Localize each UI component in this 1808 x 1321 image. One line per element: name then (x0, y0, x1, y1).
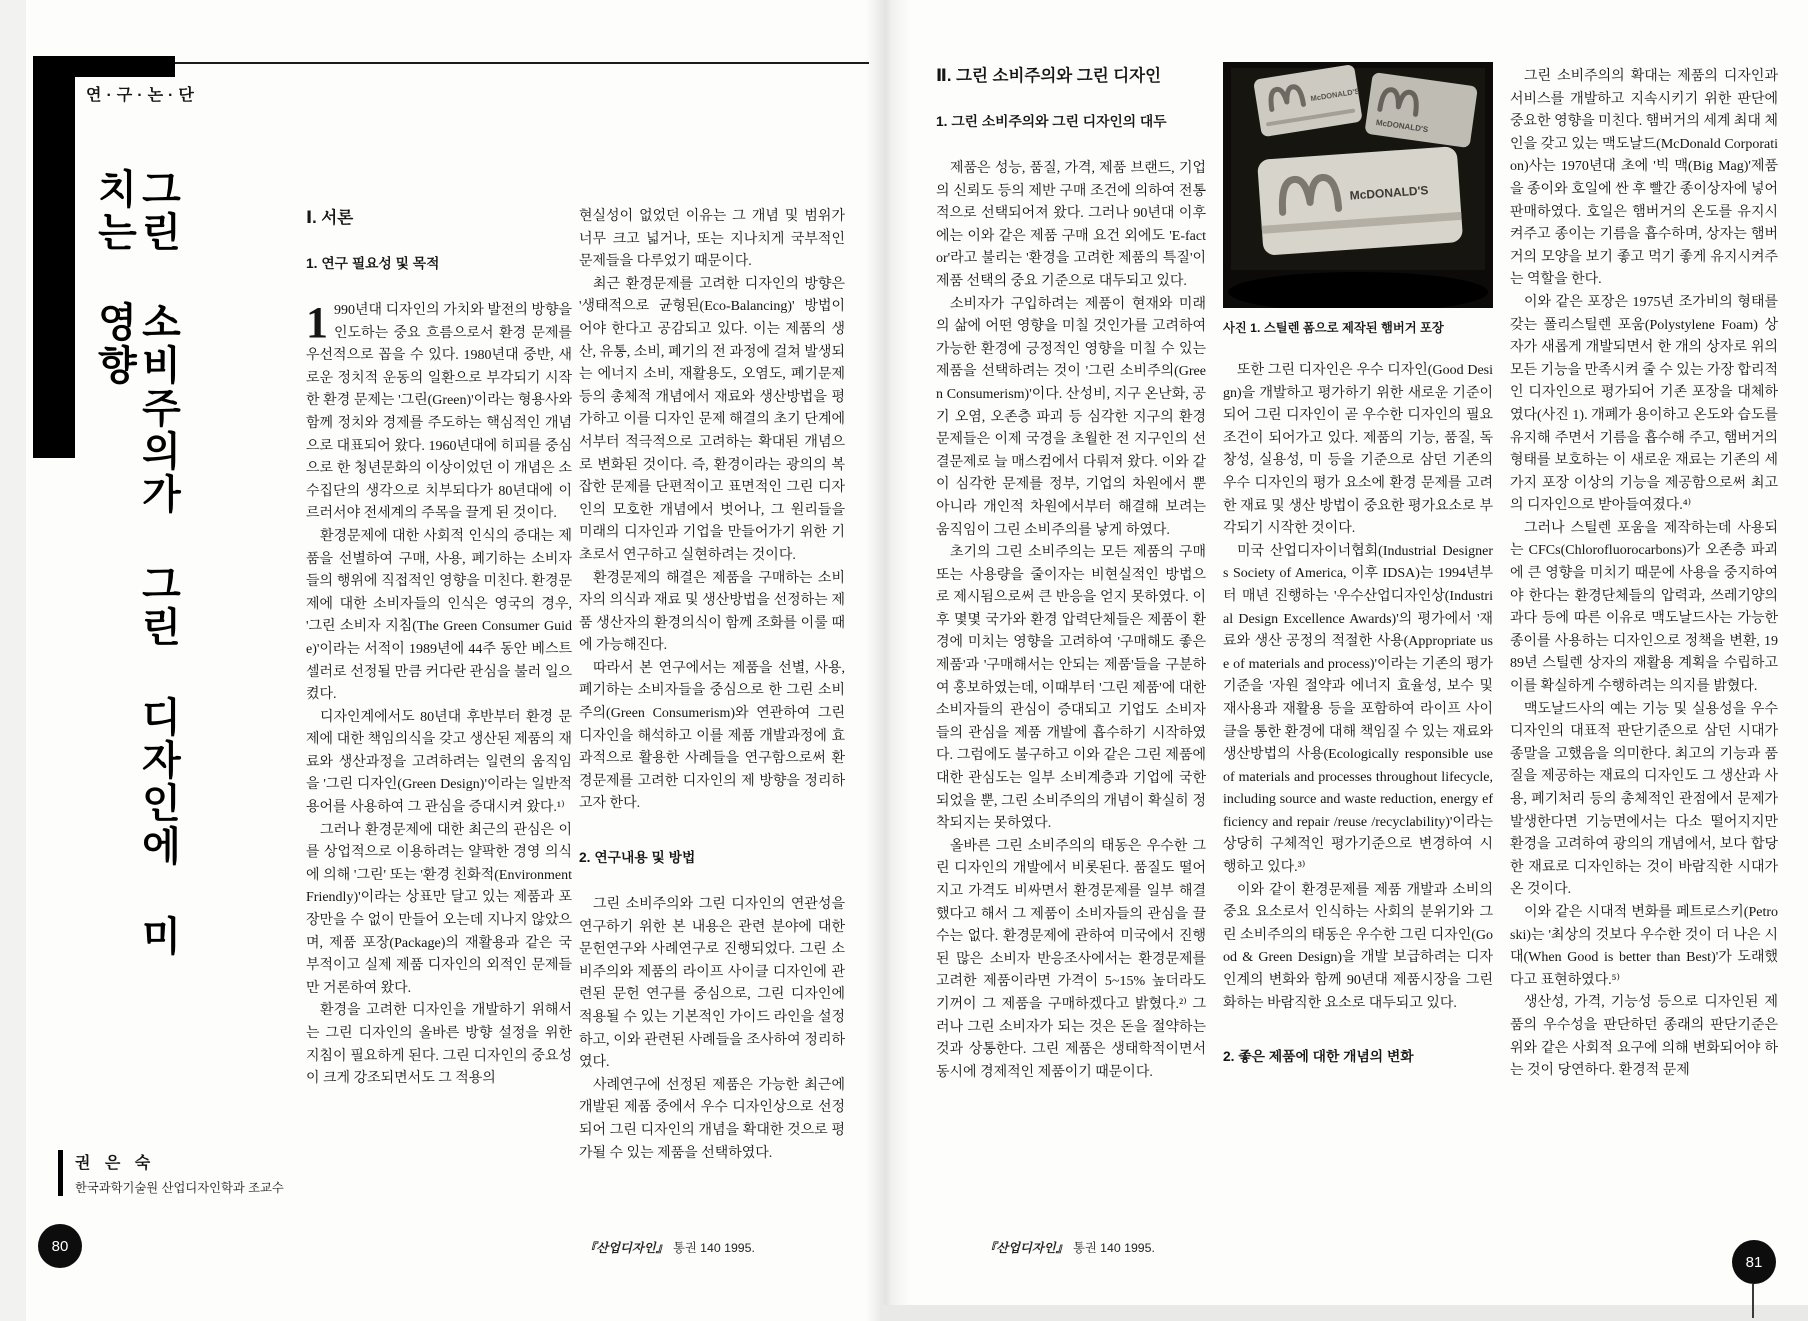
journal-issue: 통권 140 1995. (673, 1241, 755, 1255)
author-name: 권 은 숙 (75, 1155, 156, 1172)
photo-caption: 사진 1. 스틸렌 폼으로 제작된 햄버거 포장 (1223, 321, 1444, 335)
drop-cap: 1 (306, 298, 328, 347)
page-number-rule (1752, 1284, 1754, 1318)
paragraph: 그린 소비주의와 그린 디자인의 연관성을 연구하기 위한 본 내용은 관련 분야에 대한 문헌연구와 사례연구로 진행되었다. 그린 소비주의와 제품의 라이프 사이클 디자인에 관련된 문헌 연구를 중심으로, 그린 디자인에 적용될 수 있는 기본적인 가이드 라인을 설정하고, 이와 관련된 사례들을 조사하여 정리하였다. (579, 897, 845, 1071)
brand-label: McDONALD'S (1349, 183, 1429, 203)
journal-title: 『산업디자인』 (984, 1241, 1068, 1255)
left-column-2 (579, 206, 845, 1165)
right-column-2-body (1223, 360, 1493, 1065)
paragraph: 미국 산업디자이너협회(Industrial Designers Society of America, 이후 IDSA)는 1994년부터 매년 진행하는 '우수산업디자인상(Industrial Design Excellence Awards)'의 평가에서 '재료와 생산 공정의 적절한 사용(Appropriate use of materials and process)'이라는 기존의 평가기준을 '자원 절약과 에너지 효율성, 보수 및 재사용과 재활용 등을 포함하여 라이프 사이클을 통한 환경에 대해 책임질 수 있는 재료와 생산방법의 사용(Ecologically responsible use of materials and processes throughout lifecycle, including source and waste reduction, energy efficiency and repair /reuse /recyclability)'이라는 상당히 구체적인 평가기준으로 변경하여 시행하고 있다.³⁾ (1223, 543, 1493, 876)
footer-left (584, 1238, 755, 1256)
paragraph: 현실성이 없었던 이유는 그 개념 및 범위가 너무 크고 넓거나, 또는 지나치게 국부적인 문제들을 다루었기 때문이다. (579, 209, 845, 270)
rubric-label: 연·구·논·단 (86, 87, 199, 104)
paragraph: 맥도날드사의 예는 기능 및 실용성을 우수디자인의 대표적 판단기준으로 삼던 시대가 종말을 고했음을 의미한다. 최고의 기능과 품질을 제공하는 재료의 디자인도 그 생산과 사용, 폐기처리 등의 총체적인 관점에서 문제가 발생한다면 기능면에서는 다소 떨어지지만 환경을 고려하여 광의의 개념에서, 보다 합당한 재료로 디자인하는 것이 바람직한 시대가 온 것이다. (1510, 701, 1778, 898)
scan-edge-bottom (880, 1305, 1808, 1321)
author-affiliation: 한국과학기술원 산업디자인학과 조교수 (75, 1181, 284, 1195)
paragraph: 그린 소비주의의 확대는 제품의 디자인과 서비스를 개발하고 지속시키기 위한 판단에 중요한 영향을 미친다. 햄버거의 세계 최대 체인을 갖고 있는 맥도날드(McDonald Corporation)사는 1970년대 초에 '빅 맥(Big Mag)'제품을 종이와 호일에 싼 후 빨간 종이상자에 넣어 판매하였다. 호일은 햄버거의 온도를 유지시켜주고 종이는 기름을 흡수하며, 상자는 햄버거의 모양을 보기 좋고 먹기 좋게 유지시켜주는 역할을 한다. (1510, 69, 1778, 288)
page-number-right: 81 (1732, 1240, 1776, 1284)
right-column-3 (1510, 66, 1778, 1083)
section-heading-green: Ⅱ. 그린 소비주의와 그린 디자인 (936, 67, 1162, 85)
paragraph: 환경문제의 해결은 제품을 구매하는 소비자의 의식과 재료 및 생산방법을 선정하는 제품 생산자의 환경의식이 함께 조화를 이룰 때에 가능해진다. (579, 570, 845, 654)
paragraph: 그러나 환경문제에 대한 최근의 관심은 이를 상업적으로 이용하려는 얄팍한 경영 의식에 의해 '그린' 또는 '환경 친화적(Environment Friendly)'이라는 상표만 달고 있는 제품과 포장만을 수 없이 만들어 오는데 지나지 않았으며, 제품 포장(Package)의 재활용과 같은 국부적이고 실제 제품 디자인의 외적인 문제들만 거론하여 왔다. (306, 822, 572, 996)
paragraph: 제품은 성능, 품질, 가격, 제품 브랜드, 기업의 신뢰도 등의 제반 구매 조건에 의하여 전통적으로 선택되어져 왔다. 그러나 90년대 이후에는 이와 같은 제품 구매 요건 외에도 'E-factor'라고 불리는 '환경을 고려한 제품의 특질'이 제품 선택의 중요 기준으로 대두되고 있다. (936, 161, 1206, 289)
paragraph: 생산성, 가격, 기능성 등으로 디자인된 제품의 우수성을 판단하던 종래의 판단기준은 위와 같은 사회적 요구에 의해 변화되어야 하는 것이 당연하다. 환경적 문제 (1510, 995, 1778, 1079)
page-gutter (866, 0, 910, 1321)
corner-bar-vertical (33, 56, 75, 458)
right-column-1 (936, 62, 1206, 1084)
scan-edge-left (0, 0, 26, 1321)
footer-right (984, 1238, 1155, 1256)
subsection-heading-method: 2. 연구내용 및 방법 (579, 850, 696, 866)
paragraph (306, 300, 572, 526)
right-column-2 (1223, 62, 1493, 1065)
paragraph: 이와 같이 환경문제를 제품 개발과 소비의 중요 요소로서 인식하는 사회의 분위기와 그린 소비주의의 태동은 우수한 그린 디자인(Good & Green Design)을 개발 보급하려는 디자인계의 변화와 함께 90년대 제품시장을 그린화하는 바람직한 요소로 대두되고 있다. (1223, 882, 1493, 1011)
paragraph: 따라서 본 연구에서는 제품을 선별, 사용, 폐기하는 소비자들을 중심으로 한 그린 소비주의(Green Consumerism)와 연관하여 그린 디자인을 해석하고 이를 제품 개발과정에 효과적으로 활용한 사례들을 연구함으로써 환경문제를 고려한 디자인의 제 방향을 정리하고자 한다. (579, 660, 845, 812)
page-number-left: 80 (38, 1224, 82, 1268)
paragraph: 이와 같은 시대적 변화를 페트로스키(Petroski)는 '최상의 것보다 우수한 것이 더 나은 시대(When Good is better than Best)'가 도래했다고 표현하였다.⁵⁾ (1510, 904, 1778, 988)
article-title: 그린 소비주의가 그린 디자인에 미치는 영향 (92, 168, 180, 958)
subsection-heading-purpose: 1. 연구 필요성 및 목적 (306, 256, 440, 271)
paragraph: 올바른 그린 소비주의의 태동은 우수한 그린 디자인의 개발에서 비롯된다. 품질도 떨어지고 가격도 비싸면서 환경문제를 일부 해결했다고 해서 그 제품이 소비자들의 관심을 끌 수는 없다. 환경문제에 관하여 미국에서 진행된 많은 소비자 반응조사에서는 환경문제를 고려한 제품이라면 가격이 5~15% 높더라도 기꺼이 그 제품을 구매하겠다고 밝혔다.²⁾ 그러나 그린 소비자가 되는 것은 돈을 절약하는 것과 상통한다. 그린 제품은 생태학적이면서 동시에 경제적인 제품이기 때문이다. (936, 838, 1206, 1080)
brand-label: McDONALD'S (1375, 117, 1429, 135)
paragraph: 환경문제에 대한 사회적 인식의 증대는 제품을 선별하여 구매, 사용, 폐기하는 소비자들의 행위에 직접적인 영향을 미친다. 환경문제에 대한 소비자들의 인식은 영국의 경우, '그린 소비자 지침(The Green Consumer Guide)'이라는 서적이 1989년에 44주 동안 베스트셀러로 선정될 만큼 커다란 관심을 불러 일으켰다. (306, 528, 572, 703)
paragraph: 최근 환경문제를 고려한 디자인의 방향은 '생태적으로 균형된(Eco-Balancing)' 방법이어야 한다고 공감되고 있다. 이는 제품의 생산, 유통, 소비, 폐기의 전 과정에 걸쳐 발생되는 에너지 소비, 재활용도, 오염도, 폐기문제 등의 총체적 개념에서 재료와 생산방법을 평가하고 이를 디자인 문제 해결의 초기 단계에서부터 적극적으로 고려하는 확대된 개념으로 변화된 것이다. 즉, 환경이라는 광의의 복잡한 문제를 단편적이고 표면적인 그린 디자인의 모호한 개념에서 벗어나, 그 원리들을 미래의 디자인과 기업을 만들어가기 위한 기초로서 연구하고 실현하려는 것이다. (579, 276, 845, 563)
paragraph: 그러나 스틸렌 포움을 제작하는데 사용되는 CFCs(Chlorofluorocarbons)가 오존층 파괴에 큰 영향을 미치기 때문에 사용을 중지하여야 한다는 환경단체들의 압력과, 쓰레기양의 과다 등에 따른 이유로 맥도날드사는 가능한 종이를 사용하는 디자인으로 정책을 변환, 1989년 스틸렌 상자의 재활용 계획을 수립하고 이를 확실하게 수행하려는 의지를 밝혔다. (1510, 520, 1778, 695)
left-column-1 (306, 204, 572, 1091)
paragraph: 소비자가 구입하려는 제품이 현재와 미래의 삶에 어떤 영향을 미칠 것인가를 고려하여 가능한 환경에 긍정적인 영향을 미칠 수 있는 제품을 선택하려는 것이 '그린 소비주의(Green Consumerism)'이다. 산성비, 지구 온난화, 공기 오염, 오존층 파괴 등 심각한 지구의 환경문제들은 이제 국경을 초월한 전 지구인의 선결문제로 늘 매스컴에서 다뤄져 왔다. 이와 같이 심각한 문제를 정부, 기업의 차원에서 뿐 아니라 개인적 차원에서부터 해결해 보려는 움직임이 그린 소비주의를 낳게 하였다. (936, 296, 1206, 538)
section-heading-intro: Ⅰ. 서론 (306, 209, 354, 227)
paragraph: 이와 같은 포장은 1975년 조가비의 형태를 갖는 폴리스틸렌 포움(Polystylene Foam) 상자가 새롭게 개발되면서 한 개의 상자로 위의 모든 기능을 만족시켜 줄 수 있는 가장 합리적인 디자인으로 평가되어 기존 포장을 대체하였다(사진 1). 개폐가 용이하고 온도와 습도를 유지해 주면서 기름을 흡수해 주고, 햄버거의 형태를 보호하는 이 새로운 재료는 기존의 세 가지 포장 이상의 기능을 제공함으로써 최고의 디자인으로 받아들여졌다.⁴⁾ (1510, 294, 1778, 514)
paragraph: 초기의 그린 소비주의는 모든 제품의 구매 또는 사용량을 줄이자는 비현실적인 방법으로 제시됨으로써 큰 반응을 얻지 못하였다. 이후 몇몇 국가와 환경 압력단체들은 제품이 환경에 미치는 영향을 고려하여 '구매해도 좋은 제품'과 '구매해서는 안되는 제품'들을 구분하여 홍보하였는데, 이때부터 '그린 제품'에 대한 소비자들의 관심이 증대되고 기업도 소비자들의 관심을 제품 개발에 흡수하기 시작하였다. 그럼에도 불구하고 이와 같은 그린 제품에 대한 관심도는 일부 소비계층과 기업에 국한되었을 뿐, 그린 소비주의의 개념이 확실히 정착되지는 못하였다. (936, 545, 1206, 832)
photo-illustration (1223, 62, 1493, 308)
subsection-heading-concept-change: 2. 좋은 제품에 대한 개념의 변화 (1223, 1049, 1414, 1065)
hamburger-package-photo (1223, 62, 1493, 308)
journal-issue: 통권 140 1995. (1073, 1241, 1155, 1255)
brand-label: McDONALD'S (1309, 86, 1361, 104)
paragraph: 디자인계에서도 80년대 후반부터 환경 문제에 대한 책임의식을 갖고 생산된 제품의 재료와 생산과정을 고려하려는 일련의 움직임을 '그린 디자인(Green Design)'이라는 일반적 용어를 사용하여 그 관심을 증대시켜 왔다.¹⁾ (306, 709, 572, 816)
paragraph: 환경을 고려한 디자인을 개발하기 위해서는 그린 디자인의 올바른 방향 설정을 위한 지침이 필요하게 된다. 그린 디자인의 중요성이 크게 강조되면서도 그 적용의 (306, 1003, 572, 1087)
paragraph-text: 990년대 디자인의 가치와 발전의 방향을 인도하는 중요 흐름으로서 환경 문제를 우선적으로 꼽을 수 있다. 1980년대 중반, 새로운 정치적 운동의 일환으로 부각되기 시작한 환경 문제는 '그린(Green)'이라는 형용사와 함께 정치와 경제를 주도하는 핵심적인 개념으로 대표되어 왔다. 1960년대에 히피를 중심으로 한 청년문화의 이상이었던 이 개념은 소수집단의 생각으로 치부되다가 80년대에 이르러서야 전세계의 주목을 끌게 된 것이다. (306, 303, 572, 522)
paragraph: 또한 그린 디자인은 우수 디자인(Good Design)을 개발하고 평가하기 위한 새로운 기준이 되어 그린 디자인이 곧 우수한 디자인의 필요조건이 되어가고 있다. 제품의 기능, 품질, 독창성, 실용성, 미 등을 기준으로 삼던 기존의 우수 디자인의 평가 요소에 환경 문제를 고려한 재료 및 생산 방법이 중요한 평가요소로 부각되기 시작한 것이다. (1223, 363, 1493, 537)
author-block (58, 1150, 325, 1196)
paragraph: 사례연구에 선정된 제품은 가능한 최근에 개발된 제품 중에서 우수 디자인상으로 선정되어 그린 디자인의 개념을 확대한 것으로 평가될 수 있는 제품을 선택하였다. (579, 1077, 845, 1161)
journal-title: 『산업디자인』 (584, 1241, 668, 1255)
subsection-heading-rise: 1. 그린 소비주의와 그린 디자인의 대두 (936, 114, 1167, 129)
